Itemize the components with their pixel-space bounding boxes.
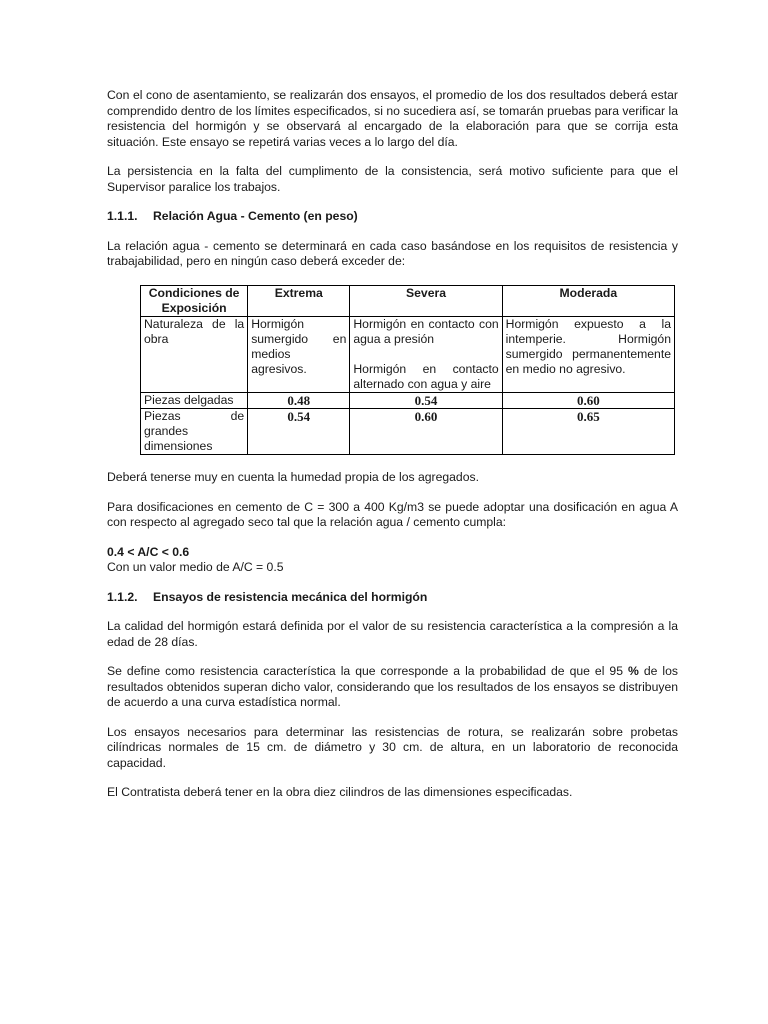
cell-label: Piezas delgadas	[141, 393, 248, 409]
cell-label: Naturaleza de la obra	[141, 317, 248, 393]
header-condiciones: Condiciones de Exposición	[141, 286, 248, 317]
paragraph-humedad: Deberá tenerse muy en cuenta la humedad propia de los agregados.	[107, 470, 479, 484]
ratio-table	[140, 285, 675, 455]
document-body-continued	[107, 470, 678, 801]
paragraph-dosificaciones: Para dosificaciones en cemento de C = 300 a 400 Kg/m3 se puede adoptar una dosificación en agua A con respecto al agregado seco tal que la relación agua / cemento cumpla:	[107, 499, 678, 529]
formula-ac: 0.4 < A/C < 0.6	[107, 544, 190, 559]
cell-value: 0.60	[502, 393, 674, 409]
cell-value: 0.65	[502, 409, 674, 455]
header-severa: Severa	[350, 286, 502, 317]
text-fragment: de los resultados obtenidos superan dicho valor, considerando que los resultados de los ensayos se distribuyen de acuerdo a una curva estadística normal.	[107, 664, 678, 709]
severa-text-b: Hormigón en contacto alternado con agua y aire	[353, 362, 499, 391]
section-number: 1.1.1.	[107, 209, 138, 223]
cell-moderada: Hormigón expuesto a la intemperie. Hormigón sumergido permanentemente en medio no agresivo.	[502, 317, 674, 393]
table-row	[141, 393, 675, 409]
cell-value: 0.48	[248, 393, 350, 409]
paragraph-ensayos-rotura: Los ensayos necesarios para determinar las resistencias de rotura, se realizarán sobre probetas cilíndricas normales de 15 cm. de diámetro y 30 cm. de altura, en un laboratorio de reconocida capacidad.	[107, 724, 678, 770]
table-header-row	[141, 286, 675, 317]
document-body	[107, 88, 678, 270]
paragraph-relacion-intro: La relación agua - cemento se determinará en cada caso basándose en los requisitos de resistencia y trabajabilidad, pero en ningún caso deberá exceder de:	[107, 238, 678, 268]
cell-value: 0.54	[248, 409, 350, 455]
section-title: Ensayos de resistencia mecánica del hormigón	[153, 589, 428, 604]
paragraph-valor-medio: Con un valor medio de A/C = 0.5	[107, 560, 284, 574]
text-fragment: Se define como resistencia característica la que corresponde a la probabilidad de que el 95	[107, 664, 628, 678]
cell-label: Piezas de grandes dimensiones	[141, 409, 248, 455]
cell-value: 0.54	[350, 393, 502, 409]
section-number: 1.1.2.	[107, 589, 138, 604]
header-moderada: Moderada	[502, 286, 674, 317]
paragraph-resistencia-caracteristica	[107, 664, 678, 711]
cell-extrema: Hormigón sumergido en medios agresivos.	[248, 317, 350, 393]
cell-severa	[350, 317, 502, 393]
severa-text-a: Hormigón en contacto con agua a presión	[353, 317, 499, 346]
section-title: Relación Agua - Cemento (en peso)	[153, 209, 358, 223]
paragraph-cono-asentamiento: Con el cono de asentamiento, se realizarán dos ensayos, el promedio de los dos resultados deberá estar comprendido dentro de los límites especificados, si no sucediera así, se tomarán pruebas para verificar la resistencia del hormigón y se observará al encargado de la elaboración para que se corrija esta situación. Este ensayo se repetirá varias veces a lo largo del día.	[107, 88, 678, 149]
percent-sign: %	[627, 664, 639, 678]
header-extrema: Extrema	[248, 286, 350, 317]
cell-value: 0.60	[350, 409, 502, 455]
table-row	[141, 317, 675, 393]
paragraph-cilindros: El Contratista deberá tener en la obra diez cilindros de las dimensiones especificadas.	[107, 785, 573, 799]
paragraph-calidad: La calidad del hormigón estará definida por el valor de su resistencia característica a la compresión a la edad de 28 días.	[107, 619, 678, 649]
section-heading-ensayos	[107, 590, 678, 606]
section-heading-relacion	[107, 209, 678, 225]
table-row	[141, 409, 675, 455]
paragraph-persistencia: La persistencia en la falta del cumplimento de la consistencia, será motivo suficiente para que el Supervisor paralice los trabajos.	[107, 164, 678, 194]
